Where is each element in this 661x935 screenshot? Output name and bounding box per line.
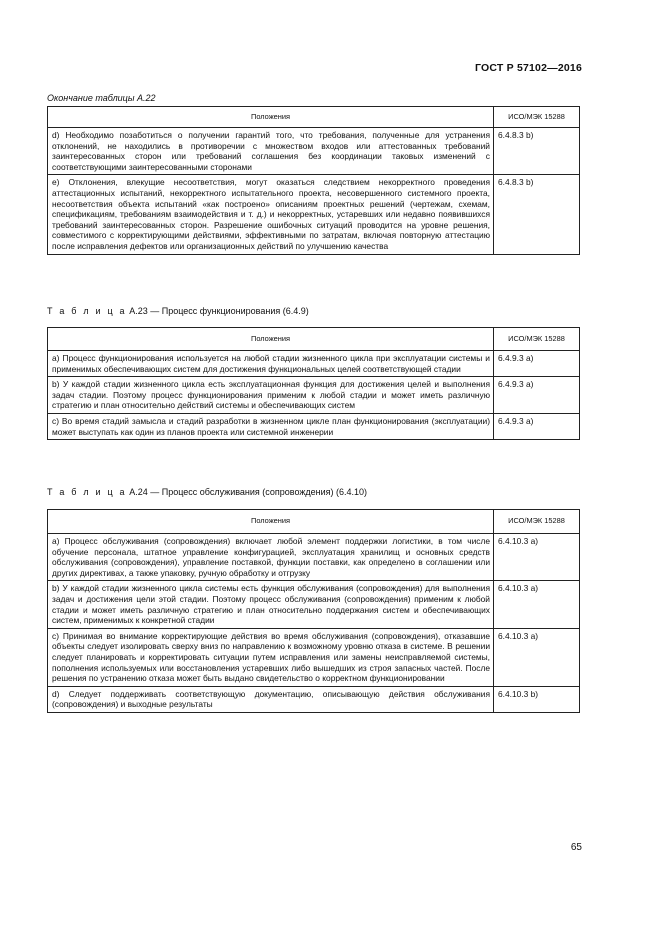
provision-text: b) У каждой стадии жизненного цикла есть эксплуатационная функция для достижения целей и выполнения задач стадии. Поэтому процесс функционирования применим к любой стадии и может иметь различную стратегию и план относительно действий системы и обеспечивающих систем (48, 377, 494, 414)
table-title-text: А.23 — Процесс функционирования (6.4.9) (129, 306, 309, 316)
continuation-caption: Окончание таблицы А.22 (47, 93, 156, 103)
provision-text: a) Процесс обслуживания (сопровождения) включает любой элемент поддержки логистики, в том числе обучение персонала, штатное управление конфигурацией, эксплуатация хранилищ и основных средств обслуживания (сопровождения), управление поставкой, функции поставки, как определено в соглашении или других директивах, а также упаковку, ручную обработку и отгрузку (48, 534, 494, 581)
column-header-positions: Положения (48, 328, 494, 351)
iso-reference: 6.4.10.3 a) (494, 534, 580, 581)
column-header-iso: ИСО/МЭК 15288 (494, 107, 580, 128)
iso-reference: 6.4.10.3 a) (494, 581, 580, 628)
provision-text: c) Во время стадий замысла и стадий разработки в жизненном цикле план функционирования (эксплуатации) может выступать как один из планов проекта или системной инженерии (48, 413, 494, 439)
column-header-iso: ИСО/МЭК 15288 (494, 510, 580, 534)
table-header-row (48, 328, 580, 351)
provision-text: a) Процесс функционирования используется на любой стадии жизненного цикла при эксплуатации системы и применимых обеспечивающих систем для достижения функциональных целей соответствующей стадии (48, 351, 494, 377)
table-row (48, 351, 580, 377)
provision-text: c) Принимая во внимание корректирующие действия во время обслуживания (сопровождения), отказавшие объекты следует изолировать сверху вниз по направлению к возможному уровню отказа в системе. В решении следует планировать и корректировать ситуации путем исправления или замены неисправляемой системы, пополнения используемых или восстановления устаревших либо вышедших из строя запасных частей. После решения по устранению отказа может быть выдано свидетельство о корректном функционировании (48, 628, 494, 686)
iso-reference: 6.4.10.3 a) (494, 628, 580, 686)
column-header-iso: ИСО/МЭК 15288 (494, 328, 580, 351)
provision-text: d) Следует поддерживать соответствующую документацию, описывающую действия обслуживания (сопровождения) и выходные результаты (48, 686, 494, 712)
table-title-text: А.24 — Процесс обслуживания (сопровождения) (6.4.10) (129, 487, 368, 497)
table-header-row (48, 107, 580, 128)
column-header-positions: Положения (48, 510, 494, 534)
iso-reference: 6.4.8.3 b) (494, 175, 580, 254)
table-a22 (47, 106, 580, 255)
iso-reference: 6.4.9.3 a) (494, 351, 580, 377)
provision-text: d) Необходимо позаботиться о получении гарантий того, что требования, полученные для устранения отклонений, не находились в противоречии с множеством входов или аттестованных требований заинтересованных сторон или требований соглашения без координации таковых изменений с соответствующими заинтересованными сторонами (48, 128, 494, 175)
provision-text: e) Отклонения, влекущие несоответствия, могут оказаться следствием некорректного проведения аттестационных испытаний, некорректного испытательного проекта, несовершенного системного проекта, несоответствия объекта испытаний «как построено» описаниям проектных решений (чертежам, схемам, спецификациям, требованиям взаимодействия и т. д.) и некорректных, устаревших или недавно появившихся требований заинтересованных сторон. Разрешение ошибочных ситуаций проводится на уровне решения, совместимого с корректирующими действиями, эффективными по затратам, включая повторную аттестацию после исправления дефектов или организационных действий по улучшению качества (48, 175, 494, 254)
iso-reference: 6.4.8.3 b) (494, 128, 580, 175)
column-header-positions: Положения (48, 107, 494, 128)
provision-text: b) У каждой стадии жизненного цикла системы есть функция обслуживания (сопровождения) для выполнения задач и достижения цели этой стадии. Поэтому процесс обслуживания (сопровождения) применим к любой стадии и может иметь различную стратегию и план относительно поддержания систем и обеспечивающих систем, применимых к конкретной стадии (48, 581, 494, 628)
table-a24-title (47, 487, 367, 497)
table-a23 (47, 327, 580, 440)
table-row (48, 413, 580, 439)
table-row (48, 175, 580, 254)
table-row (48, 581, 580, 628)
table-row (48, 686, 580, 712)
table-row (48, 128, 580, 175)
iso-reference: 6.4.10.3 b) (494, 686, 580, 712)
table-header-row (48, 510, 580, 534)
table-label: Т а б л и ц а (47, 487, 127, 497)
table-row (48, 534, 580, 581)
table-row (48, 377, 580, 414)
table-a24 (47, 509, 580, 713)
table-label: Т а б л и ц а (47, 306, 127, 316)
table-row (48, 628, 580, 686)
table-a23-title (47, 306, 309, 316)
iso-reference: 6.4.9.3 a) (494, 377, 580, 414)
page-number: 65 (570, 842, 582, 853)
standard-number: ГОСТ Р 57102—2016 (474, 62, 582, 74)
iso-reference: 6.4.9.3 a) (494, 413, 580, 439)
